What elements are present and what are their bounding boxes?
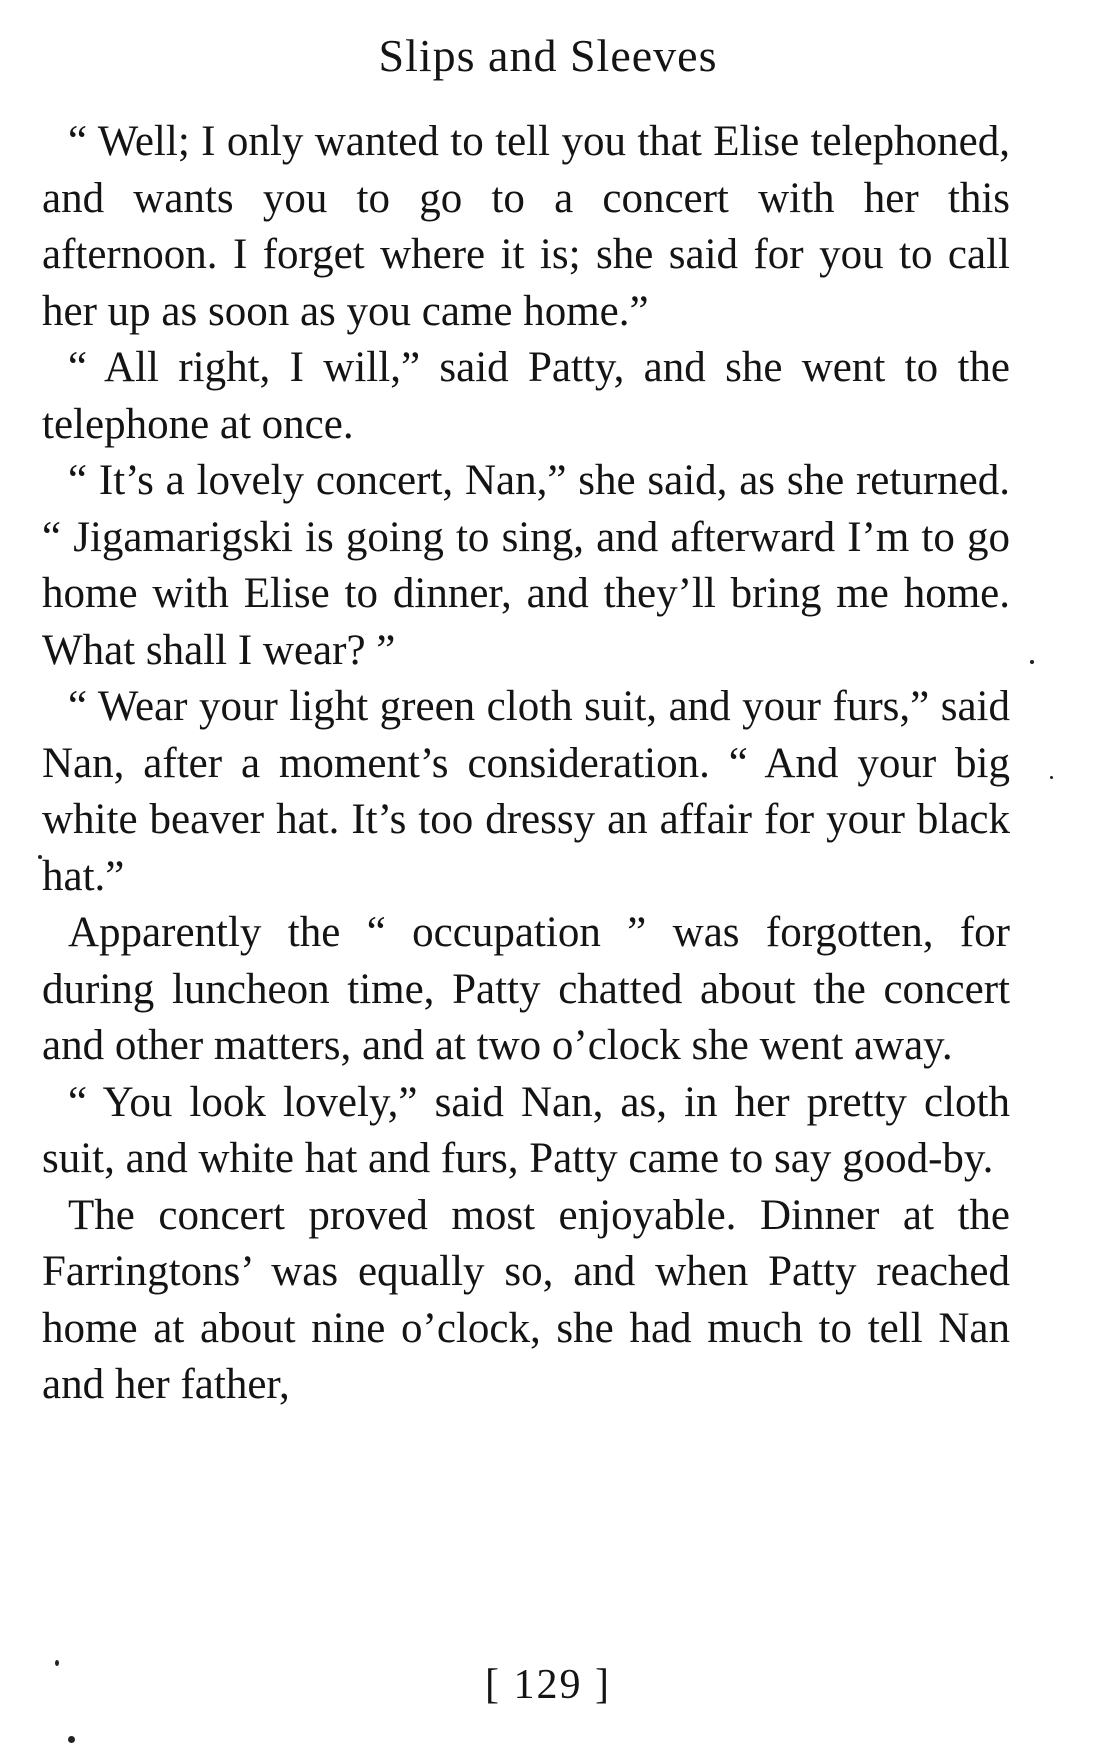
scan-speck — [68, 1736, 75, 1743]
scan-speck — [1030, 660, 1034, 664]
paragraph: “ Wear your light green cloth suit, and your furs,” said Nan, after a moment’s consideration. “ And your big white beaver hat. It’s too dressy an affair for your black hat.” — [42, 683, 1010, 900]
paragraph: Apparently the “ occupation ” was forgotten, for during luncheon time, Patty chatted about the concert and other matters, and at two o’clock she went away. — [42, 909, 1010, 1069]
scan-speck — [55, 1660, 59, 1666]
paragraph: “ Well; I only wanted to tell you that Elise telephoned, and wants you to go to a concert with her this afternoon. I forget where it is; she said for you to call her up as soon as you came home.” — [42, 118, 1010, 335]
scan-speck — [38, 855, 42, 859]
paragraph: “ You look lovely,” said Nan, as, in her pretty cloth suit, and white hat and furs, Patty came to say good-by. — [42, 1078, 1010, 1182]
paragraph: “ It’s a lovely concert, Nan,” she said, as she returned. “ Jigamarigski is going to sing, and afterward I’m to go home with Elise to dinner, and they’ll bring me home. What shall I wear? ” — [42, 457, 1010, 674]
running-title: Slips and Sleeves — [378, 30, 718, 81]
paragraph: The concert proved most enjoyable. Dinner at the Farringtons’ was equally so, and when Patty reached home at about nine o’clock, she had much to tell Nan and her father, — [42, 1191, 1010, 1408]
body-text — [42, 114, 1010, 1414]
page-number: [ 129 ] — [485, 1662, 611, 1708]
scan-speck — [1050, 776, 1053, 779]
paragraph: “ All right, I will,” said Patty, and she went to the telephone at once. — [42, 344, 1010, 448]
